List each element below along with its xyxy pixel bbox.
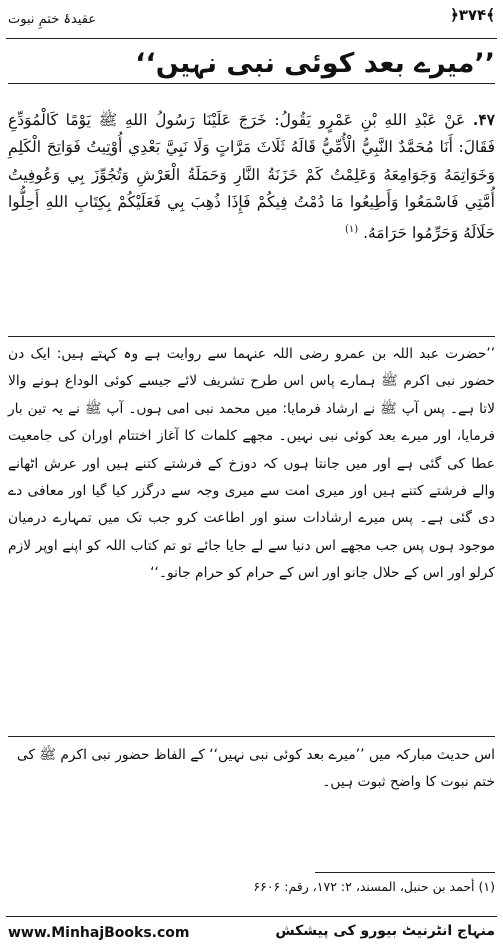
footnote-divider	[315, 872, 495, 873]
commentary-paragraph: اس حدیث مبارکہ میں ’’میرے بعد کوئی نبی نہیں‘‘ کے الفاظ حضور نبی اکرم ﷺ کی ختم نبوت کا واضح ثبوت ہیں۔	[16, 747, 495, 791]
ornament-left-icon: ﴿	[449, 6, 459, 24]
translation-divider	[8, 736, 495, 737]
footnote-reference: (۱) أحمد بن حنبل، المسند، ۲: ۱۷۲، رقم: ۶۶۰۶	[253, 879, 495, 894]
section-title: ’’میرے بعد کوئی نبی نہیں‘‘	[8, 48, 495, 84]
publisher-credit: منہاج انٹرنیٹ بیورو کی پیشکش	[275, 923, 495, 939]
page-number-text: ۳۷۴	[458, 6, 487, 24]
page-number	[450, 6, 495, 24]
hadith-urdu-translation: ’’حضرت عبد اللہ بن عمرو رضی اللہ عنہما سے روایت ہے وہ کہتے ہیں: ایک دن حضور نبی اکرم ﷺ ہمارے پاس اس طرح تشریف لائے جیسے کوئی الوداع ہونے والا لاتا ہے۔ پس آپ ﷺ نے ارشاد فرمایا: میں محمد نبی امی ہوں۔ آپ ﷺ نے یہ تین بار فرمایا، اور میرے بعد کوئی نبی نہیں۔ مجھے کلمات کا آغاز اختتام اوران کی جامعیت عطا کی گئی ہے اور میں جانتا ہوں کہ دوزخ کے فرشتے کتنے ہیں اور عرش اٹھانے والے فرشتے کتنے ہیں اور میری امت سے میری وجہ سے درگزر کیا گیا اور معافی دے دی گئی ہے۔ پس میرے ارشادات سنو اور اطاعت کرو جب تک میں تمہارے درمیان موجود ہوں پس جب مجھے اس دنیا سے لے جایا جائے تو تم کتاب اللہ کو اپنے اوپر لازم کرلو اور اس کے حلال جانو اور اس کے حرام کو حرام جانو۔‘‘	[8, 346, 495, 582]
arabic-divider	[8, 336, 495, 337]
page-footer	[0, 916, 503, 947]
hadith-arabic-text: عَنْ عَبْدِ اللهِ بْنِ عَمْرٍو يَقُولُ: خَرَجَ عَلَيْنَا رَسُولُ اللهِ ﷺ يَوْمًا كَالْمُوَدِّعِ فَقَالَ: أَنَا مُحَمَّدٌ النَّبِيُّ الْأُمِّيُّ قَالَهُ ثَلَاثَ مَرَّاتٍ وَلَا نَبِيَّ بَعْدِي أُوْتِيتُ فَوَاتِحَ الْكَلِمِ وَخَوَاتِمَهُ وَجَوَامِعَهُ وَعَلِمْتُ كَمْ خَزَنَةُ النَّارِ وَحَمَلَةُ الْعَرْشِ وَتُجُوِّزَ بِي وَعُوفِيتُ أُمَّتِي فَاسْمَعُوا وَأَطِيعُوا مَا دُمْتُ فِيكُمْ فَإِذَا ذُهِبَ بِي فَعَلَيْكُمْ بِكِتَابِ اللهِ أَحِلُّوا حَلَالَهُ وَحَرِّمُوا حَرَامَهُ.	[8, 111, 495, 243]
hadith-arabic	[8, 106, 495, 248]
ornament-right-icon: ﴾	[486, 6, 495, 24]
chapter-title: عقیدۂ ختمِ نبوت	[8, 12, 97, 27]
footnote-marker: (۱)	[344, 224, 359, 236]
website-link[interactable]: www.MinhajBooks.com	[8, 925, 190, 941]
hadith-number: ۴۷.	[472, 110, 495, 129]
page-header	[0, 0, 503, 42]
footer-divider	[6, 916, 497, 917]
header-divider	[6, 38, 497, 39]
